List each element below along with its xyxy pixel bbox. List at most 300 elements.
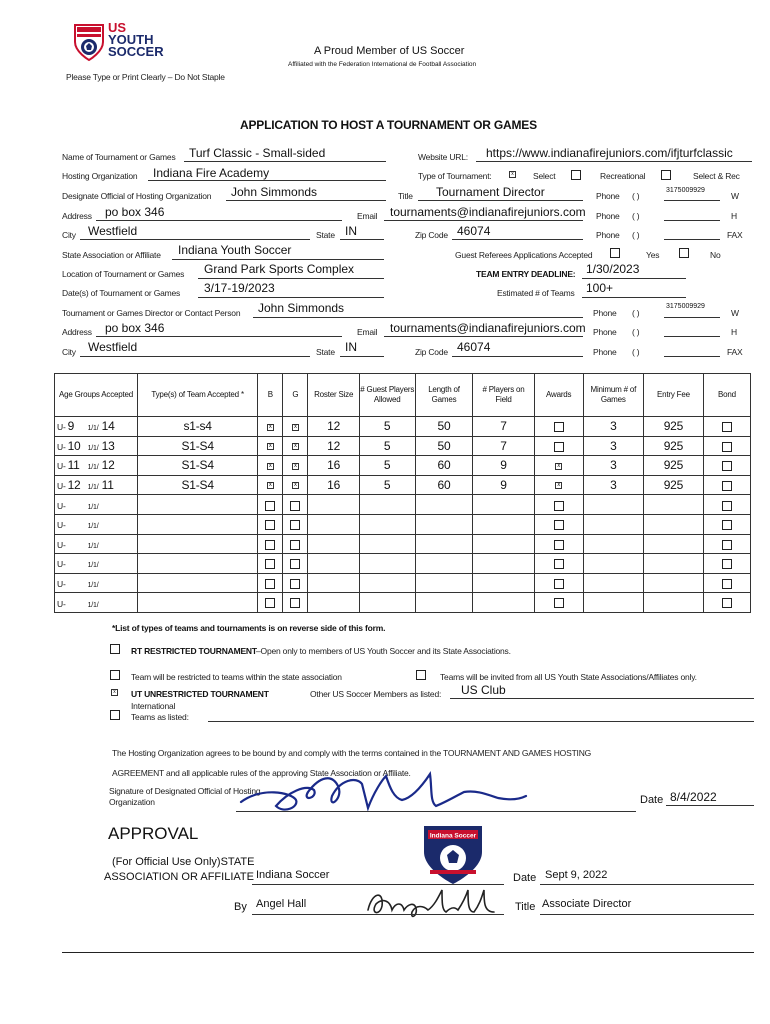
header-length: Length of Games xyxy=(415,374,473,417)
awards-cell[interactable] xyxy=(534,514,583,534)
bond-cell[interactable] xyxy=(703,436,750,456)
other-members-label: Other US Soccer Members as listed: xyxy=(310,689,442,699)
age-cell[interactable] xyxy=(55,573,138,593)
min-games-cell[interactable] xyxy=(583,593,643,613)
director-phone-fax-line xyxy=(664,356,720,357)
type-recreational-label: Recreational xyxy=(600,171,646,181)
type-recreational-checkbox[interactable] xyxy=(571,170,581,180)
designate-official-value[interactable]: John Simmonds xyxy=(231,185,318,199)
dates-label: Date(s) of Tournament or Games xyxy=(62,288,181,298)
date-prefix: 1/1/ xyxy=(87,523,99,531)
director-email-value[interactable]: tournaments@indianafirejuniors.com xyxy=(390,321,586,335)
rt-title: RT RESTRICTED TOURNAMENT xyxy=(131,646,257,656)
phone-w-value[interactable]: 3175009929 xyxy=(666,187,705,194)
players-cell[interactable]: 7 xyxy=(473,436,534,456)
boys-cell[interactable] xyxy=(258,554,283,574)
fee-cell[interactable] xyxy=(643,495,703,515)
min-games-cell[interactable] xyxy=(583,534,643,554)
age-cell[interactable] xyxy=(55,475,138,495)
girls-checkbox[interactable] xyxy=(290,559,300,569)
girls-cell[interactable] xyxy=(283,495,308,515)
age-cell[interactable] xyxy=(55,436,138,456)
guest-cell[interactable]: 5 xyxy=(359,436,415,456)
players-cell[interactable] xyxy=(473,534,534,554)
state-assoc-value[interactable]: Indiana Youth Soccer xyxy=(178,243,292,257)
boys-cell[interactable] xyxy=(258,475,283,495)
guest-cell[interactable] xyxy=(359,534,415,554)
types-cell[interactable] xyxy=(138,573,258,593)
bond-cell[interactable] xyxy=(703,417,750,437)
bond-checkbox[interactable] xyxy=(722,422,732,432)
awards-checkbox[interactable] xyxy=(554,442,564,452)
guest-cell[interactable] xyxy=(359,495,415,515)
types-cell[interactable]: S1-S4 xyxy=(138,475,258,495)
age-year: 14 xyxy=(101,419,115,434)
director-phone-h-label: Phone xyxy=(593,327,617,337)
roster-cell[interactable] xyxy=(308,554,359,574)
girls-checkbox[interactable] xyxy=(290,520,300,530)
director-address-value[interactable]: po box 346 xyxy=(105,321,165,335)
girls-checkbox[interactable] xyxy=(290,598,300,608)
international-label: International xyxy=(131,701,176,711)
director-address-line xyxy=(96,336,342,337)
header-girls: G xyxy=(283,374,308,417)
team-entry-deadline-value[interactable]: 1/30/2023 xyxy=(586,262,640,276)
director-city-label: City xyxy=(62,347,76,357)
roster-cell[interactable]: 16 xyxy=(308,456,359,476)
age-cell[interactable] xyxy=(55,514,138,534)
awards-cell[interactable] xyxy=(534,554,583,574)
girls-checkbox[interactable] xyxy=(290,501,300,511)
director-phone-h-line xyxy=(664,336,720,337)
min-games-cell[interactable]: 3 xyxy=(583,475,643,495)
bond-cell[interactable] xyxy=(703,573,750,593)
age-cell[interactable] xyxy=(55,495,138,515)
length-cell[interactable]: 50 xyxy=(415,417,473,437)
girls-cell[interactable] xyxy=(283,554,308,574)
header-players: # Players on Field xyxy=(473,374,534,417)
fee-cell[interactable] xyxy=(643,534,703,554)
girls-cell[interactable] xyxy=(283,573,308,593)
zip-line xyxy=(452,239,583,240)
teams-listed-label: Teams as listed: xyxy=(131,712,189,722)
boys-cell[interactable] xyxy=(258,456,283,476)
roster-cell[interactable] xyxy=(308,514,359,534)
list-note: *List of types of teams and tournaments is on reverse side of this form. xyxy=(112,623,386,633)
date-prefix: 1/1/ xyxy=(87,582,99,590)
header-guest: # Guest Players Allowed xyxy=(359,374,415,417)
address-value[interactable]: po box 346 xyxy=(105,205,165,219)
roster-cell[interactable] xyxy=(308,593,359,613)
approval-date-line xyxy=(540,884,754,885)
header-fee: Entry Fee xyxy=(643,374,703,417)
types-cell[interactable] xyxy=(138,593,258,613)
director-state-value[interactable]: IN xyxy=(345,340,357,354)
fee-cell[interactable] xyxy=(643,554,703,574)
length-cell[interactable]: 60 xyxy=(415,456,473,476)
players-cell[interactable] xyxy=(473,573,534,593)
min-games-cell[interactable] xyxy=(583,554,643,574)
agreement-line2: AGREEMENT and all applicable rules of the approving State Association or Affiliate. xyxy=(112,768,411,778)
bond-checkbox[interactable] xyxy=(722,481,732,491)
approval-heading: APPROVAL xyxy=(108,824,199,843)
director-phone-w-value[interactable]: 3175009929 xyxy=(666,303,705,310)
bond-checkbox[interactable] xyxy=(722,598,732,608)
director-email-label: Email xyxy=(357,327,378,337)
director-phone-w-suffix: W xyxy=(731,308,739,318)
fee-cell[interactable]: 925 xyxy=(643,417,703,437)
invited-checkbox[interactable] xyxy=(416,670,426,680)
by-value[interactable]: Angel Hall xyxy=(256,898,307,910)
types-cell[interactable] xyxy=(138,495,258,515)
bond-checkbox[interactable] xyxy=(722,520,732,530)
phone-fax-line xyxy=(664,239,720,240)
age-u: 10 xyxy=(67,438,81,453)
awards-checkbox[interactable]: x xyxy=(555,482,562,489)
age-cell[interactable] xyxy=(55,456,138,476)
boys-checkbox[interactable]: x xyxy=(267,443,274,450)
location-label: Location of Tournament or Games xyxy=(62,269,185,279)
roster-cell[interactable] xyxy=(308,573,359,593)
min-games-cell[interactable] xyxy=(583,573,643,593)
guest-cell[interactable]: 5 xyxy=(359,417,415,437)
assoc-value[interactable]: Indiana Soccer xyxy=(256,869,330,881)
awards-cell[interactable] xyxy=(534,436,583,456)
phone-fax-suffix: FAX xyxy=(727,230,743,240)
email-label: Email xyxy=(357,211,378,221)
rt-checkbox[interactable] xyxy=(110,644,120,654)
zip-label: Zip Code xyxy=(415,230,448,240)
min-games-cell[interactable] xyxy=(583,495,643,515)
city-label: City xyxy=(62,230,76,240)
girls-checkbox[interactable]: x xyxy=(292,482,299,489)
director-zip-label: Zip Code xyxy=(415,347,448,357)
awards-cell[interactable] xyxy=(534,417,583,437)
logo-line3: SOCCER xyxy=(108,44,164,59)
director-state-label: State xyxy=(316,347,335,357)
guest-cell[interactable] xyxy=(359,573,415,593)
bond-checkbox[interactable] xyxy=(722,461,732,471)
table-row xyxy=(55,417,751,437)
awards-cell[interactable] xyxy=(534,534,583,554)
other-members-value[interactable]: US Club xyxy=(461,683,506,697)
awards-cell[interactable] xyxy=(534,475,583,495)
players-cell[interactable]: 7 xyxy=(473,417,534,437)
boys-checkbox[interactable] xyxy=(265,579,275,589)
signature-label1: Signature of Designated Official of Hosting xyxy=(109,786,261,796)
fee-cell[interactable]: 925 xyxy=(643,436,703,456)
boys-checkbox[interactable] xyxy=(265,559,275,569)
phone-fax-label: Phone xyxy=(596,230,620,240)
phone-h-line xyxy=(664,220,720,221)
website-line xyxy=(476,161,752,162)
awards-checkbox[interactable] xyxy=(554,422,564,432)
awards-checkbox[interactable] xyxy=(554,520,564,530)
age-year: 13 xyxy=(101,438,115,453)
girls-cell[interactable] xyxy=(283,436,308,456)
boys-cell[interactable] xyxy=(258,495,283,515)
header-age-groups: Age Groups Accepted xyxy=(55,374,138,417)
state-assoc-line xyxy=(172,259,384,260)
guest-referees-no-label: No xyxy=(710,250,721,260)
phone-h-paren: ( ) xyxy=(632,211,640,221)
types-cell[interactable]: s1-s4 xyxy=(138,417,258,437)
girls-checkbox[interactable]: x xyxy=(292,463,299,470)
date-prefix: 1/1/ xyxy=(87,601,99,609)
designate-official-line xyxy=(226,200,386,201)
boys-cell[interactable] xyxy=(258,436,283,456)
approval-title-line xyxy=(540,914,754,915)
age-cell[interactable] xyxy=(55,534,138,554)
roster-cell[interactable] xyxy=(308,534,359,554)
awards-cell[interactable] xyxy=(534,456,583,476)
min-games-cell[interactable]: 3 xyxy=(583,417,643,437)
director-phone-h-suffix: H xyxy=(731,327,737,337)
phone-w-suffix: W xyxy=(731,191,739,201)
girls-checkbox[interactable] xyxy=(290,540,300,550)
guest-cell[interactable]: 5 xyxy=(359,456,415,476)
boys-checkbox[interactable]: x xyxy=(267,424,274,431)
city-value[interactable]: Westfield xyxy=(88,224,138,238)
director-city-value[interactable]: Westfield xyxy=(88,340,138,354)
official-use-line2: ASSOCIATION OR AFFILIATE xyxy=(104,871,254,883)
zip-value[interactable]: 46074 xyxy=(457,224,491,238)
players-cell[interactable] xyxy=(473,593,534,613)
types-cell[interactable] xyxy=(138,514,258,534)
girls-cell[interactable] xyxy=(283,456,308,476)
awards-cell[interactable] xyxy=(534,573,583,593)
guest-referees-yes-label: Yes xyxy=(646,250,660,260)
ut-title: UT UNRESTRICTED TOURNAMENT xyxy=(131,689,269,699)
type-select-checkbox[interactable]: x xyxy=(509,171,516,178)
length-cell[interactable] xyxy=(415,554,473,574)
boys-cell[interactable] xyxy=(258,534,283,554)
awards-checkbox[interactable] xyxy=(554,501,564,511)
state-assoc-label: State Association or Affiliate xyxy=(62,250,161,260)
shield-logo-icon xyxy=(72,22,106,62)
awards-cell[interactable] xyxy=(534,495,583,515)
types-cell[interactable] xyxy=(138,534,258,554)
bond-cell[interactable] xyxy=(703,534,750,554)
email-value[interactable]: tournaments@indianafirejuniors.com xyxy=(390,205,586,219)
u-prefix: U- xyxy=(57,579,66,590)
official-title-line xyxy=(418,200,583,201)
u-prefix: U- xyxy=(57,461,66,472)
length-cell[interactable]: 50 xyxy=(415,436,473,456)
official-title-value[interactable]: Tournament Director xyxy=(436,185,545,199)
rt-desc: –Open only to members of US Youth Soccer and its State Associations. xyxy=(256,646,511,656)
director-phone-fax-suffix: FAX xyxy=(727,347,743,357)
invited-label: Teams will be invited from all US Youth State Associations/Affiliates only. xyxy=(440,672,697,682)
date-prefix: 1/1/ xyxy=(87,444,99,452)
director-phone-fax-label: Phone xyxy=(593,347,617,357)
hosting-org-value[interactable]: Indiana Fire Academy xyxy=(153,166,270,180)
approval-date-value[interactable]: Sept 9, 2022 xyxy=(545,869,608,881)
awards-checkbox[interactable]: x xyxy=(555,463,562,470)
boys-cell[interactable] xyxy=(258,593,283,613)
dates-line xyxy=(198,297,384,298)
ut-checkbox[interactable]: x xyxy=(111,689,118,696)
fee-cell[interactable]: 925 xyxy=(643,456,703,476)
estimated-teams-label: Estimated # of Teams xyxy=(497,288,575,298)
bond-cell[interactable] xyxy=(703,456,750,476)
hosting-org-line xyxy=(148,180,386,181)
bond-checkbox[interactable] xyxy=(722,579,732,589)
players-cell[interactable] xyxy=(473,554,534,574)
roster-cell[interactable]: 16 xyxy=(308,475,359,495)
approver-signature-icon[interactable] xyxy=(362,884,502,924)
players-cell[interactable]: 9 xyxy=(473,475,534,495)
players-cell[interactable]: 9 xyxy=(473,456,534,476)
state-line xyxy=(340,239,384,240)
signature-label2: Organization xyxy=(109,797,155,807)
table-row xyxy=(55,554,751,574)
girls-checkbox[interactable]: x xyxy=(292,443,299,450)
website-value[interactable]: https://www.indianafirejuniors.com/ifjturfclassic xyxy=(486,146,733,160)
date-prefix: 1/1/ xyxy=(87,562,99,570)
bond-cell[interactable] xyxy=(703,554,750,574)
type-select-rec-checkbox[interactable] xyxy=(661,170,671,180)
min-games-cell[interactable]: 3 xyxy=(583,436,643,456)
bond-checkbox[interactable] xyxy=(722,559,732,569)
phone-fax-paren: ( ) xyxy=(632,230,640,240)
age-cell[interactable] xyxy=(55,417,138,437)
boys-checkbox[interactable]: x xyxy=(267,463,274,470)
players-cell[interactable] xyxy=(473,514,534,534)
phone-w-paren: ( ) xyxy=(632,191,640,201)
bottom-rule xyxy=(62,952,754,953)
awards-checkbox[interactable] xyxy=(554,598,564,608)
header-boys: B xyxy=(258,374,283,417)
header-bond: Bond xyxy=(703,374,750,417)
length-cell[interactable] xyxy=(415,495,473,515)
girls-checkbox[interactable] xyxy=(290,579,300,589)
official-signature-icon[interactable] xyxy=(236,762,536,822)
bond-cell[interactable] xyxy=(703,514,750,534)
director-value[interactable]: John Simmonds xyxy=(258,301,345,315)
guest-cell[interactable] xyxy=(359,554,415,574)
length-cell[interactable] xyxy=(415,573,473,593)
fee-cell[interactable]: 925 xyxy=(643,475,703,495)
tournament-name-line xyxy=(184,161,386,162)
date-prefix: 1/1/ xyxy=(87,484,99,492)
fee-cell[interactable] xyxy=(643,573,703,593)
roster-cell[interactable] xyxy=(308,495,359,515)
length-cell[interactable] xyxy=(415,514,473,534)
min-games-cell[interactable]: 3 xyxy=(583,456,643,476)
types-cell[interactable]: S1-S4 xyxy=(138,456,258,476)
print-note: Please Type or Print Clearly – Do Not Staple xyxy=(66,72,225,82)
signature-line xyxy=(236,811,636,812)
table-row xyxy=(55,534,751,554)
girls-checkbox[interactable]: x xyxy=(292,424,299,431)
address-label: Address xyxy=(62,211,92,221)
dates-value[interactable]: 3/17-19/2023 xyxy=(204,281,275,295)
agreement-date-label: Date xyxy=(640,794,664,806)
header-min-games: Minimum # of Games xyxy=(583,374,643,417)
fee-cell[interactable] xyxy=(643,593,703,613)
bond-checkbox[interactable] xyxy=(722,540,732,550)
girls-cell[interactable] xyxy=(283,417,308,437)
agreement-date-line xyxy=(666,805,754,806)
director-phone-w-label: Phone xyxy=(593,308,617,318)
state-value[interactable]: IN xyxy=(345,224,357,238)
boys-cell[interactable] xyxy=(258,514,283,534)
bond-checkbox[interactable] xyxy=(722,442,732,452)
u-prefix: U- xyxy=(57,481,66,492)
approval-title-value[interactable]: Associate Director xyxy=(542,898,632,910)
hosting-org-label: Hosting Organization xyxy=(62,171,138,181)
guest-cell[interactable] xyxy=(359,593,415,613)
boys-cell[interactable] xyxy=(258,417,283,437)
within-state-checkbox[interactable] xyxy=(110,670,120,680)
length-cell[interactable] xyxy=(415,534,473,554)
email-line xyxy=(384,220,583,221)
age-u: 11 xyxy=(67,458,80,473)
guest-referees-no-checkbox[interactable] xyxy=(679,248,689,258)
roster-cell[interactable]: 12 xyxy=(308,417,359,437)
length-cell[interactable]: 60 xyxy=(415,475,473,495)
teams-listed-checkbox[interactable] xyxy=(110,710,120,720)
director-city-line xyxy=(80,356,310,357)
types-cell[interactable] xyxy=(138,554,258,574)
bond-cell[interactable] xyxy=(703,475,750,495)
awards-cell[interactable] xyxy=(534,593,583,613)
phone-w-line xyxy=(664,200,720,201)
girls-cell[interactable] xyxy=(283,534,308,554)
boys-cell[interactable] xyxy=(258,573,283,593)
min-games-cell[interactable] xyxy=(583,514,643,534)
age-year: 12 xyxy=(101,458,115,473)
location-value[interactable]: Grand Park Sports Complex xyxy=(204,262,355,276)
director-zip-value[interactable]: 46074 xyxy=(457,340,491,354)
guest-cell[interactable] xyxy=(359,514,415,534)
estimated-teams-value[interactable]: 100+ xyxy=(586,281,614,295)
type-select-label: Select xyxy=(533,171,556,181)
awards-checkbox[interactable] xyxy=(554,559,564,569)
boys-checkbox[interactable] xyxy=(265,598,275,608)
date-prefix: 1/1/ xyxy=(87,503,99,511)
bond-checkbox[interactable] xyxy=(722,501,732,511)
types-cell[interactable]: S1-S4 xyxy=(138,436,258,456)
age-cell[interactable] xyxy=(55,593,138,613)
bond-cell[interactable] xyxy=(703,495,750,515)
boys-checkbox[interactable]: x xyxy=(267,482,274,489)
awards-checkbox[interactable] xyxy=(554,540,564,550)
girls-cell[interactable] xyxy=(283,475,308,495)
fee-cell[interactable] xyxy=(643,514,703,534)
tournament-name-value[interactable]: Turf Classic - Small-sided xyxy=(189,146,326,160)
players-cell[interactable] xyxy=(473,495,534,515)
boys-checkbox[interactable] xyxy=(265,520,275,530)
length-cell[interactable] xyxy=(415,593,473,613)
guest-cell[interactable]: 5 xyxy=(359,475,415,495)
agreement-date-value[interactable]: 8/4/2022 xyxy=(670,790,717,804)
girls-cell[interactable] xyxy=(283,593,308,613)
logo-line2: YOUTH xyxy=(108,32,154,47)
boys-checkbox[interactable] xyxy=(265,540,275,550)
roster-cell[interactable]: 12 xyxy=(308,436,359,456)
city-line xyxy=(80,239,310,240)
boys-checkbox[interactable] xyxy=(265,501,275,511)
age-cell[interactable] xyxy=(55,554,138,574)
awards-checkbox[interactable] xyxy=(554,579,564,589)
girls-cell[interactable] xyxy=(283,514,308,534)
bond-cell[interactable] xyxy=(703,593,750,613)
table-row xyxy=(55,573,751,593)
guest-referees-yes-checkbox[interactable] xyxy=(610,248,620,258)
approval-title-label: Title xyxy=(515,901,536,913)
